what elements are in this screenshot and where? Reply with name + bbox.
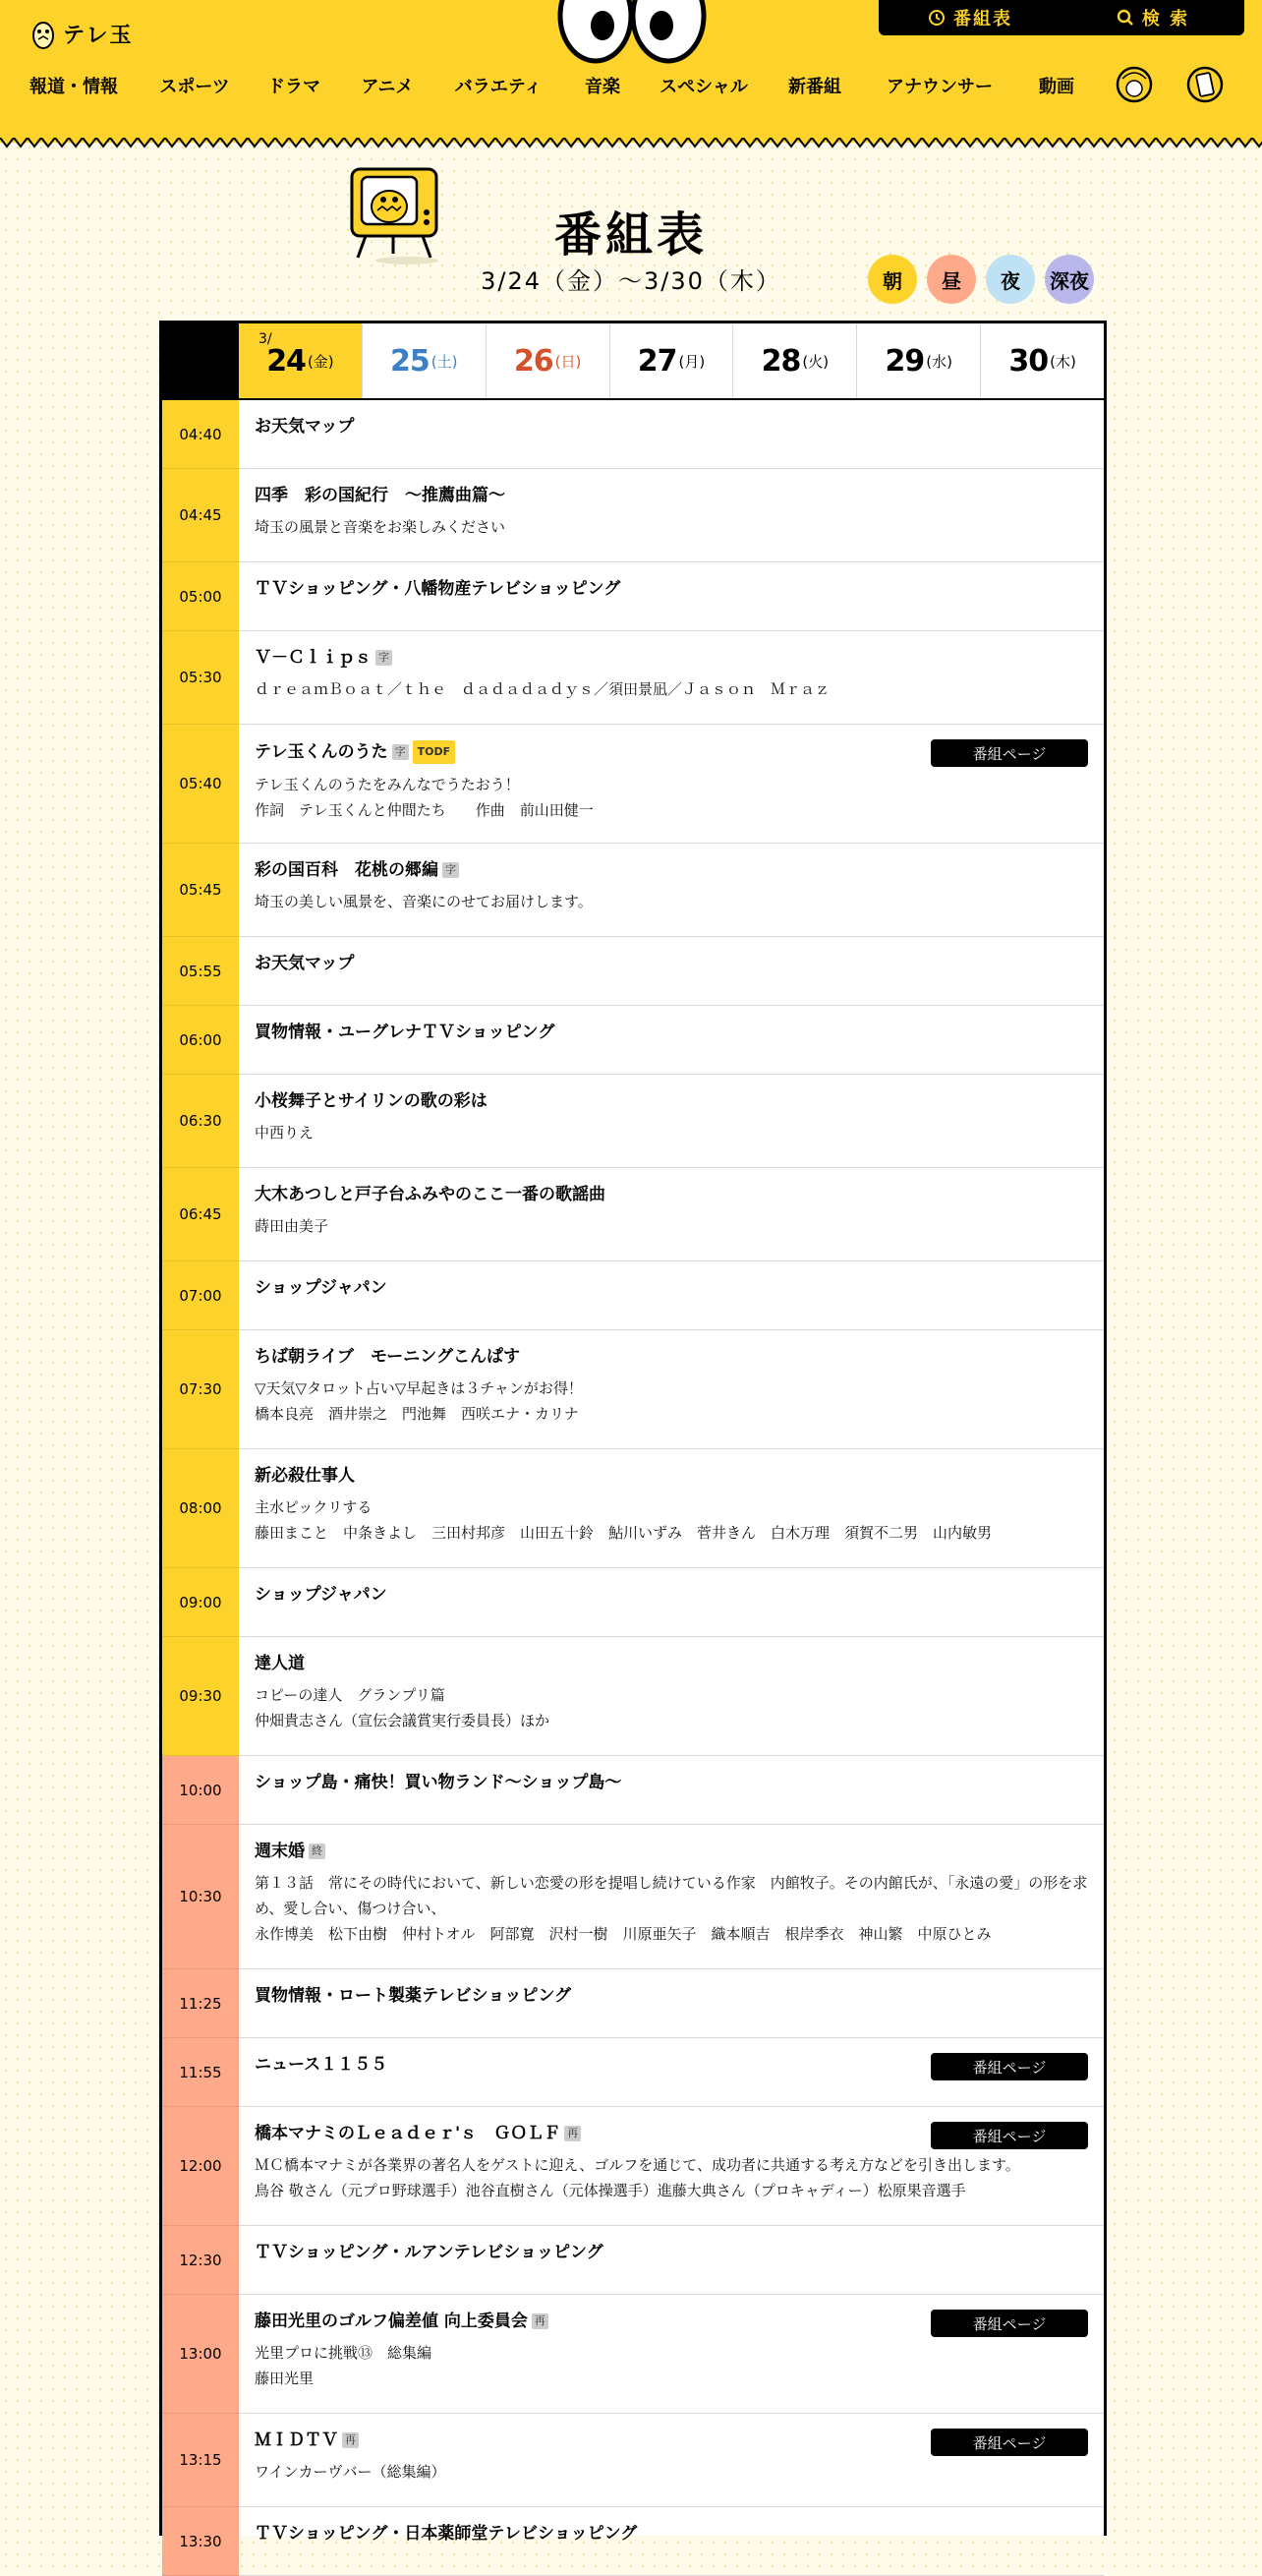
program-title[interactable]: お天気マップ — [255, 954, 355, 973]
description-line: 中西りえ — [255, 1124, 315, 1142]
search-icon — [1117, 9, 1134, 27]
teletama-mobile-badge[interactable] — [1185, 61, 1225, 108]
program-time: 06:30 — [162, 1075, 239, 1168]
day-number: 27 — [637, 343, 677, 379]
program-row[interactable] — [162, 2507, 1104, 2576]
day-weekday: (月) — [678, 352, 706, 371]
program-page-button[interactable]: 番組ページ — [931, 2310, 1088, 2337]
program-row[interactable] — [162, 2226, 1104, 2295]
program-time: 13:15 — [162, 2414, 239, 2507]
program-title[interactable]: ショップジャパン — [255, 1278, 387, 1298]
day-weekday: (日) — [554, 352, 582, 371]
program-row[interactable] — [162, 937, 1104, 1006]
program-row[interactable] — [162, 844, 1104, 937]
program-title[interactable]: 橋本マナミのＬｅａｄｅｒ'ｓ ＧＯＬＦ — [255, 2124, 561, 2143]
nav-anime[interactable]: アニメ — [361, 77, 414, 97]
program-cell — [239, 2107, 1104, 2225]
mobile-phone-icon — [1185, 61, 1225, 108]
schedule-table — [159, 321, 1107, 2550]
program-row[interactable] — [162, 1449, 1104, 1568]
program-time: 08:00 — [162, 1449, 239, 1568]
program-title[interactable]: 藤田光里のゴルフ偏差値 向上委員会 — [255, 2312, 528, 2331]
day-corner — [162, 323, 239, 398]
rerun-tag: 再 — [564, 2126, 581, 2141]
program-row[interactable] — [162, 1261, 1104, 1330]
program-row[interactable] — [162, 1969, 1104, 2038]
description-line: テレ玉くんのうたをみんなでうたおう！ — [255, 776, 520, 793]
rerun-tag: 再 — [532, 2313, 548, 2329]
program-title[interactable]: テレ玉くんのうた — [255, 742, 388, 762]
program-row[interactable] — [162, 2107, 1104, 2226]
program-row[interactable] — [162, 1568, 1104, 1637]
description-line: ワインカーヴバー（総集編） — [255, 2463, 446, 2481]
day-tab-29[interactable] — [856, 323, 980, 398]
day-weekday: (木) — [1050, 352, 1076, 371]
nav-drama[interactable]: ドラマ — [267, 77, 320, 97]
program-row[interactable] — [162, 400, 1104, 469]
tod-morning-button[interactable]: 朝 — [868, 255, 917, 304]
program-row[interactable] — [162, 1756, 1104, 1825]
day-month: 3/ — [258, 331, 272, 347]
program-cell — [239, 1330, 1104, 1448]
teletama-mascot-icon — [29, 16, 57, 51]
program-cell — [239, 1006, 1104, 1074]
program-title[interactable]: 大木あつしと戸子台ふみやのここ一番の歌謡曲 — [255, 1185, 605, 1204]
program-row[interactable] — [162, 1330, 1104, 1449]
program-title[interactable]: ショップジャパン — [255, 1585, 387, 1605]
subtitle-tag: 字 — [392, 744, 409, 760]
top-actions — [879, 0, 1244, 35]
program-description — [255, 772, 1088, 823]
program-description — [255, 1120, 1088, 1145]
program-title[interactable]: 週末婚 — [255, 1842, 305, 1861]
day-number: 29 — [885, 343, 925, 379]
program-row[interactable] — [162, 1168, 1104, 1261]
program-cell — [239, 1261, 1104, 1329]
description-line: ｄｒｅａｍＢｏａｔ／ｔｈｅ ｄａｄａｄａｄｙｓ／須田景凪／Ｊａｓｏｎ Ｍｒａｚ — [255, 680, 831, 698]
day-tab-30[interactable] — [980, 323, 1104, 398]
program-row[interactable] — [162, 1637, 1104, 1756]
day-number: 25 — [390, 343, 430, 379]
header-zigzag-edge — [0, 138, 1262, 151]
program-cell — [239, 1825, 1104, 1968]
program-title[interactable]: Ｖ－Ｃｌｉｐｓ — [255, 648, 372, 668]
program-description — [255, 1376, 1088, 1427]
day-weekday: (水) — [926, 352, 952, 371]
program-time: 10:30 — [162, 1825, 239, 1969]
program-cell — [239, 1969, 1104, 2037]
tod-night-button[interactable]: 夜 — [986, 255, 1035, 304]
program-title[interactable]: 小桜舞子とサイリンの歌の彩は — [255, 1091, 488, 1111]
program-time: 04:45 — [162, 469, 239, 562]
description-line: 橋本良亮 酒井崇之 門池舞 西咲エナ・カリナ — [255, 1405, 579, 1423]
description-line: コピーの達人 グランプリ篇 — [255, 1686, 445, 1704]
program-time: 05:00 — [162, 562, 239, 631]
description-line: 埼玉の美しい風景を、音楽にのせてお届けします。 — [255, 893, 593, 910]
rerun-tag: 再 — [342, 2432, 359, 2448]
program-description — [255, 2152, 1088, 2203]
program-title[interactable]: 四季 彩の国紀行 ～推薦曲篇～ — [255, 486, 505, 505]
program-row[interactable] — [162, 469, 1104, 562]
program-page-button[interactable]: 番組ページ — [931, 2429, 1088, 2456]
teletama-kun-badge-icon — [1115, 61, 1154, 108]
program-time: 06:45 — [162, 1168, 239, 1261]
page-title: 番組表 — [553, 207, 708, 263]
program-row[interactable] — [162, 631, 1104, 725]
final-episode-tag: 終 — [309, 1844, 325, 1859]
program-title[interactable]: 彩の国百科 花桃の郷編 — [255, 860, 438, 880]
program-cell — [239, 1637, 1104, 1755]
program-row[interactable] — [162, 2038, 1104, 2107]
program-cell — [239, 562, 1104, 630]
program-title[interactable]: ＴＶショッピング・日本薬師堂テレビショッピング — [255, 2524, 638, 2544]
program-row[interactable] — [162, 562, 1104, 631]
program-time: 13:30 — [162, 2507, 239, 2576]
program-cell — [239, 725, 1104, 843]
program-title[interactable]: 買物情報・ユーグレナＴＶショッピング — [255, 1023, 555, 1042]
program-time: 11:25 — [162, 1969, 239, 2038]
day-weekday: (火) — [802, 352, 830, 371]
tod-daytime-button[interactable]: 昼 — [927, 255, 976, 304]
program-description — [255, 676, 1088, 702]
program-row[interactable] — [162, 2295, 1104, 2414]
program-cell — [239, 2507, 1104, 2575]
program-page-button[interactable]: 番組ページ — [931, 2053, 1088, 2080]
schedule-button[interactable] — [879, 0, 1061, 35]
program-cell — [239, 2414, 1104, 2506]
program-row[interactable] — [162, 1075, 1104, 1168]
program-title[interactable]: ニュース１１５５ — [255, 2055, 388, 2075]
nav-announcers[interactable]: アナウンサー — [887, 77, 993, 97]
program-time: 12:30 — [162, 2226, 239, 2295]
description-line: 第１３話 常にその時代において、新しい恋愛の形を提唱し続けている作家 内館牧子。その内館氏が、「永遠の愛」の形を求め、愛し合い、傷つけ合い、 — [255, 1874, 1088, 1917]
day-tab-25[interactable] — [362, 323, 486, 398]
date-range: 3/24（金）〜3/30（木） — [481, 267, 781, 295]
nav-music[interactable]: 音楽 — [585, 77, 620, 97]
program-title[interactable]: ショップ島・痛快！買い物ランド～ショップ島～ — [255, 1773, 622, 1792]
program-page-button[interactable]: 番組ページ — [931, 2122, 1088, 2149]
program-time: 06:00 — [162, 1006, 239, 1075]
mascot-eyes-icon — [556, 0, 708, 63]
search-button-label: 検 索 — [1141, 9, 1190, 29]
program-page-button[interactable]: 番組ページ — [931, 739, 1088, 767]
program-time: 09:30 — [162, 1637, 239, 1756]
program-cell — [239, 1168, 1104, 1260]
program-time: 09:00 — [162, 1568, 239, 1637]
program-description — [255, 1213, 1088, 1239]
program-title[interactable]: 買物情報・ロート製薬テレビショッピング — [255, 1986, 571, 2006]
program-cell — [239, 2295, 1104, 2413]
day-number: 28 — [761, 343, 801, 379]
description-line: 蒔田由美子 — [255, 1217, 329, 1235]
program-row[interactable] — [162, 2414, 1104, 2507]
program-title[interactable]: ＴＶショッピング・ルアンテレビショッピング — [255, 2243, 603, 2262]
program-time: 05:40 — [162, 725, 239, 844]
day-tab-24[interactable] — [239, 323, 362, 398]
description-line: 藤田まこと 中条きよし 三田村邦彦 山田五十鈴 鮎川いずみ 菅井きん 白木万理 須賀不二男 山内敏男 — [255, 1524, 993, 1542]
site-header — [0, 0, 1262, 143]
program-row[interactable] — [162, 1006, 1104, 1075]
description-line: 鳥谷 敬さん（元プロ野球選手）池谷直樹さん（元体操選手）進藤大典さん（プロキャディー）松原果音選手 — [255, 2182, 966, 2199]
nav-new-programs[interactable]: 新番組 — [788, 77, 841, 97]
day-weekday: (土) — [430, 352, 458, 371]
clock-icon — [928, 9, 946, 27]
program-cell — [239, 400, 1104, 468]
nav-news[interactable]: 報道・情報 — [29, 77, 118, 97]
nav-sports[interactable]: スポーツ — [159, 77, 230, 97]
program-time: 07:00 — [162, 1261, 239, 1330]
day-weekday: (金) — [307, 352, 334, 371]
program-cell — [239, 469, 1104, 561]
program-time: 05:30 — [162, 631, 239, 725]
nav-variety[interactable]: バラエティ — [454, 77, 543, 97]
program-title[interactable]: ちば朝ライブ モーニングこんぱす — [255, 1347, 520, 1367]
time-of-day-selector — [868, 255, 1094, 304]
program-title[interactable]: お天気マップ — [255, 417, 355, 437]
program-time: 05:55 — [162, 937, 239, 1006]
program-time: 07:30 — [162, 1330, 239, 1449]
program-cell — [239, 937, 1104, 1005]
day-number: 26 — [513, 343, 553, 379]
program-time: 10:00 — [162, 1756, 239, 1825]
program-description — [255, 2340, 1088, 2391]
description-line: 藤田光里 — [255, 2370, 315, 2387]
description-line: 仲畑貴志さん（宣伝会議賞実行委員長）ほか — [255, 1712, 550, 1729]
program-title[interactable]: ＴＶショッピング・八幡物産テレビショッピング — [255, 579, 621, 599]
nav-videos[interactable]: 動画 — [1039, 77, 1074, 97]
description-line: 永作博美 松下由樹 仲村トオル 阿部寛 沢村一樹 川原亜矢子 織本順吉 根岸季衣 神山繁 中原ひとみ — [255, 1925, 992, 1943]
description-line: 光里プロに挑戦⑬ 総集編 — [255, 2344, 432, 2362]
day-number: 24 — [266, 343, 306, 379]
todf-tag: TODF — [413, 740, 456, 764]
program-description — [255, 1682, 1088, 1733]
day-selector — [162, 323, 1104, 400]
program-cell — [239, 1075, 1104, 1167]
nav-special[interactable]: スペシャル — [660, 77, 748, 97]
day-number: 30 — [1008, 343, 1049, 379]
program-description — [255, 889, 1088, 914]
program-cell — [239, 2226, 1104, 2294]
program-time: 04:40 — [162, 400, 239, 469]
tod-late-night-button[interactable]: 深夜 — [1045, 255, 1094, 304]
program-cell — [239, 2038, 1104, 2106]
program-description — [255, 514, 1088, 540]
program-description — [255, 2459, 1088, 2485]
description-line: 埼玉の風景と音楽をお楽しみください — [255, 518, 506, 536]
program-time: 11:55 — [162, 2038, 239, 2107]
description-line: 主水ピックリする — [255, 1498, 373, 1516]
program-time: 13:00 — [162, 2295, 239, 2414]
program-title[interactable]: 新必殺仕事人 — [255, 1466, 355, 1486]
schedule-button-label: 番組表 — [953, 9, 1012, 29]
day-tab-26[interactable] — [486, 323, 609, 398]
program-cell — [239, 1449, 1104, 1567]
program-description — [255, 1870, 1088, 1947]
day-tab-27[interactable] — [609, 323, 733, 398]
description-line: ＭＣ橋本マナミが各業界の著名人をゲストに迎え、ゴルフを通じて、成功者に共通する考え方などを引き出します。 — [255, 2156, 1020, 2174]
program-description — [255, 1494, 1088, 1546]
program-time: 12:00 — [162, 2107, 239, 2226]
description-line: ▽天気▽タロット占い▽早起きは３チャンがお得！ — [255, 1379, 583, 1397]
program-time: 05:45 — [162, 844, 239, 937]
program-title[interactable]: ＭＩＤＴＶ — [255, 2430, 338, 2450]
program-title[interactable]: 達人道 — [255, 1654, 305, 1673]
search-button[interactable] — [1061, 0, 1244, 35]
day-tab-28[interactable] — [732, 323, 856, 398]
subtitle-tag: 字 — [442, 862, 459, 878]
description-line: 作詞 テレ玉くんと仲間たち 作曲 前山田健一 — [255, 801, 594, 819]
program-cell — [239, 1756, 1104, 1824]
program-row[interactable] — [162, 725, 1104, 844]
teletama-kun-badge[interactable] — [1115, 61, 1154, 108]
program-cell — [239, 844, 1104, 936]
subtitle-tag: 字 — [375, 650, 392, 666]
site-logo[interactable] — [29, 16, 134, 51]
program-row[interactable] — [162, 1825, 1104, 1969]
logo-text: テレ玉 — [63, 23, 134, 48]
program-cell — [239, 1568, 1104, 1636]
program-cell — [239, 631, 1104, 724]
